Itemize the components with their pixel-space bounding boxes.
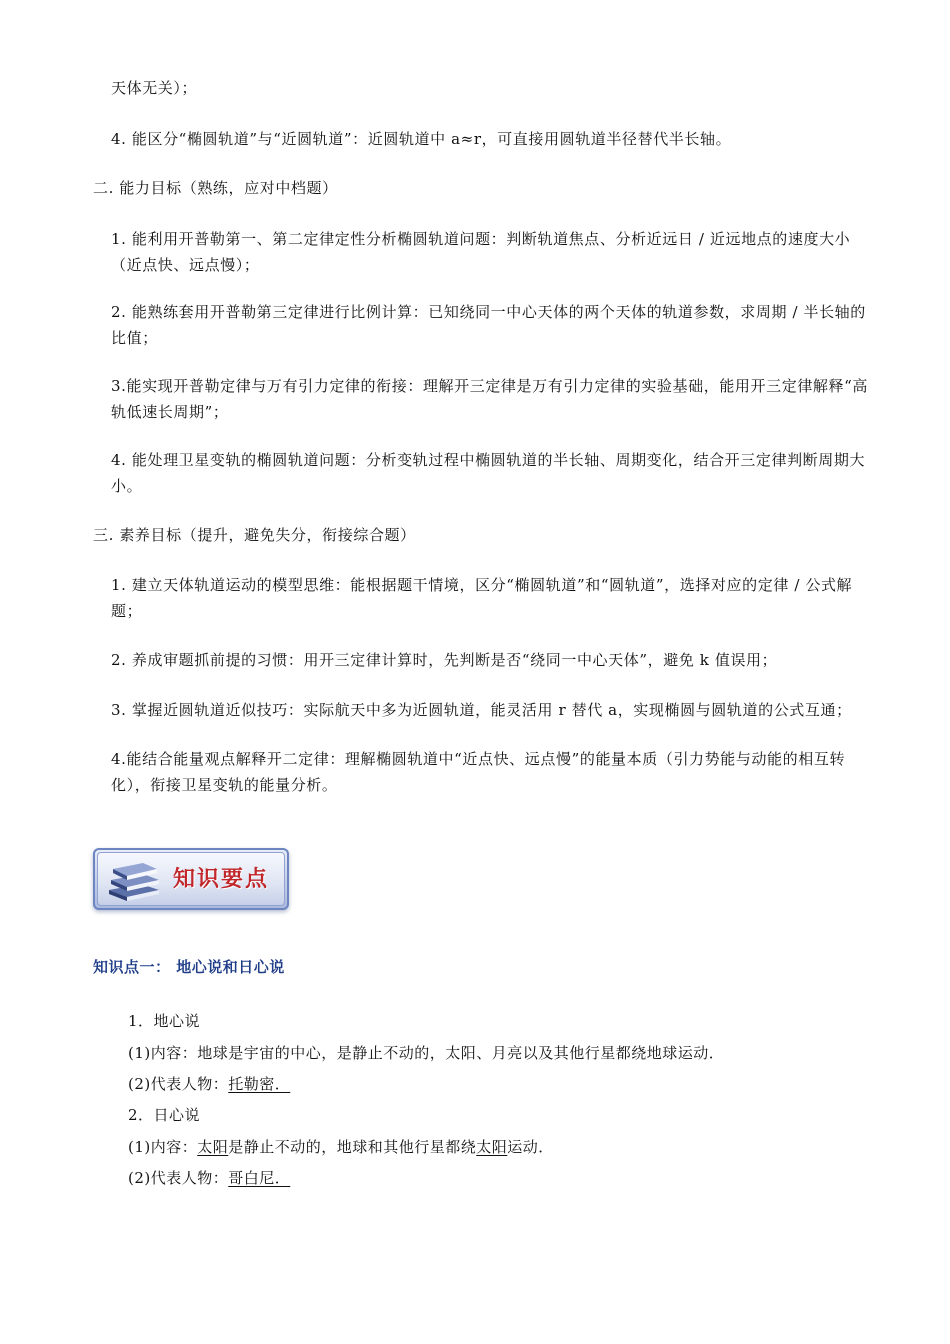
geocentric-content <box>128 1041 724 1065</box>
content-label: (1)内容： <box>128 1138 198 1156</box>
knowledge-banner <box>93 848 289 910</box>
ability-item-3: 3.能实现开普勒定律与万有引力定律的衔接：理解开三定律是万有引力定律的实验基础，能用开三定律解释“高轨低速长周期”； <box>111 377 868 421</box>
intro-item-4: 4. 能区分“椭圆轨道”与“近圆轨道”：近圆轨道中 a≈r，可直接用圆轨道半径替代半长轴。 <box>111 130 732 148</box>
literacy-item-4: 4.能结合能量观点解释开二定律：理解椭圆轨道中“近点快、远点慢”的能量本质（引力势能与动能的相互转化），衔接卫星变轨的能量分析。 <box>111 750 846 794</box>
knowledge-point-title: 知识点一： 地心说和日心说 <box>93 958 285 976</box>
heliocentric-representative <box>128 1166 290 1190</box>
books-icon <box>103 854 165 904</box>
ability-heading: 二. 能力目标（熟练，应对中档题） <box>93 179 338 197</box>
content-label: (1)内容： <box>128 1044 198 1062</box>
heliocentric-heading: 2．日心说 <box>128 1106 201 1124</box>
heliocentric-content <box>128 1135 554 1159</box>
geocentric-heading: 1．地心说 <box>128 1012 201 1030</box>
geocentric-representative <box>128 1072 290 1096</box>
ability-item-4: 4. 能处理卫星变轨的椭圆轨道问题：分析变轨过程中椭圆轨道的半长轴、周期变化，结合开三定律判断周期大小。 <box>111 451 866 495</box>
content-tail: 运动． <box>507 1138 554 1156</box>
ability-item-1: 1. 能利用开普勒第一、第二定律定性分析椭圆轨道问题：判断轨道焦点、分析近远日 / 近远地点的速度大小（近点快、远点慢）； <box>111 230 851 274</box>
ability-item-2: 2. 能熟练套用开普勒第三定律进行比例计算：已知绕同一中心天体的两个天体的轨道参数，求周期 / 半长轴的比值； <box>111 303 866 347</box>
rep-label: (2)代表人物： <box>128 1169 229 1187</box>
literacy-item-1: 1. 建立天体轨道运动的模型思维：能根据题干情境，区分“椭圆轨道”和“圆轨道”，选择对应的定律 / 公式解题； <box>111 576 853 620</box>
content-sun-2: 太阳 <box>476 1138 508 1156</box>
intro-tail: 天体无关）； <box>111 79 198 97</box>
content-text: 地球是宇宙的中心，是静止不动的，太阳、月亮以及其他行星都绕地球运动． <box>197 1044 725 1062</box>
literacy-item-3: 3. 掌握近圆轨道近似技巧：实际航天中多为近圆轨道，能灵活用 r 替代 a，实现椭圆与圆轨道的公式互通； <box>111 701 852 719</box>
content-sun-1: 太阳 <box>197 1138 229 1156</box>
rep-label: (2)代表人物： <box>128 1075 229 1093</box>
content-mid: 是静止不动的，地球和其他行星都绕 <box>228 1138 477 1156</box>
rep-value: 托勒密． <box>228 1075 291 1093</box>
literacy-item-2: 2. 养成审题抓前提的习惯：用开三定律计算时，先判断是否“绕同一中心天体”，避免 k 值误用； <box>111 651 778 669</box>
banner-title: 知识要点 <box>173 867 270 892</box>
literacy-heading: 三. 素养目标（提升，避免失分，衔接综合题） <box>93 526 416 544</box>
rep-value: 哥白尼． <box>228 1169 291 1187</box>
